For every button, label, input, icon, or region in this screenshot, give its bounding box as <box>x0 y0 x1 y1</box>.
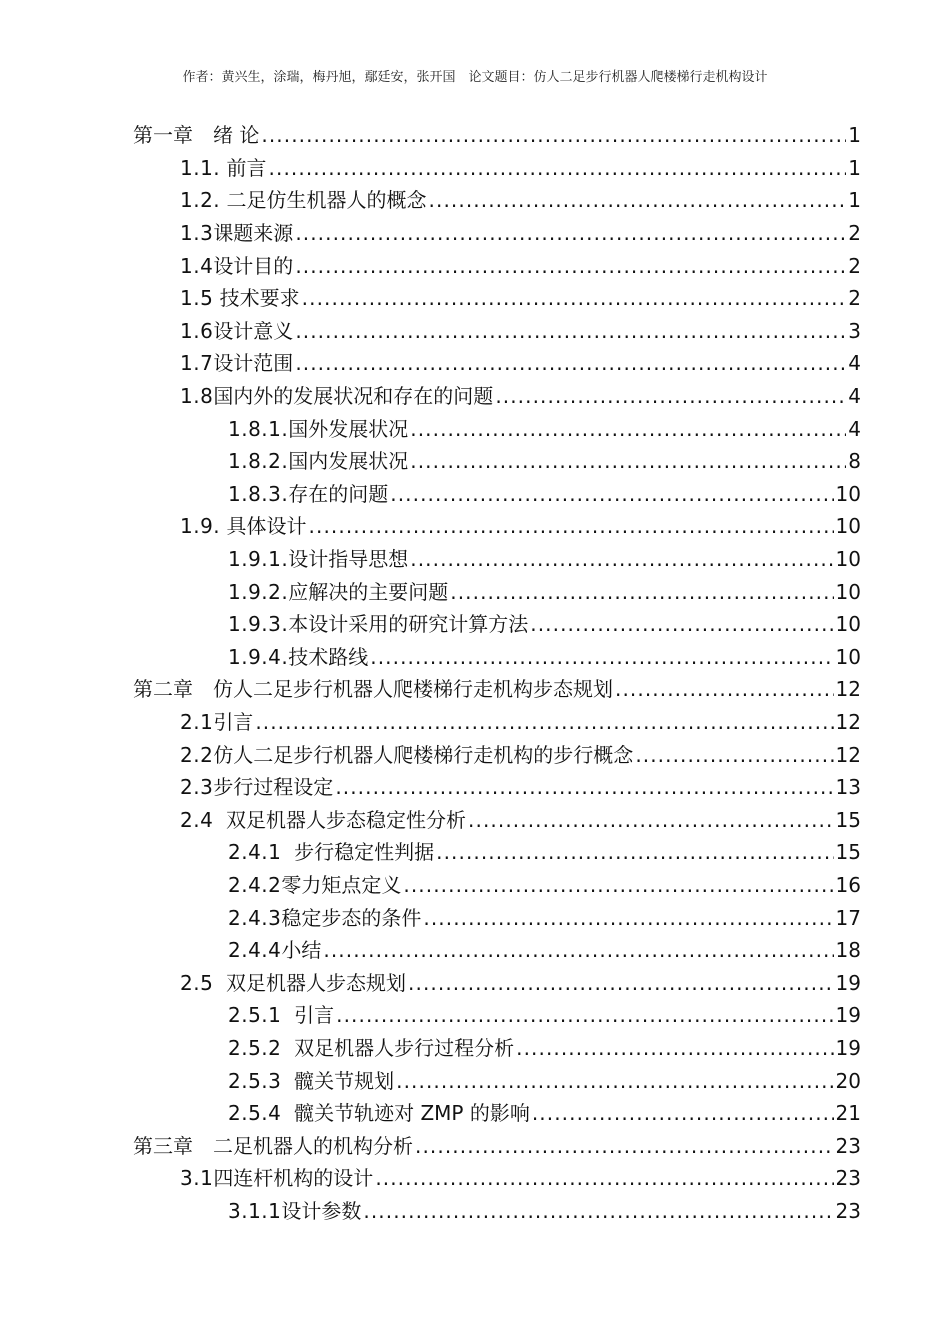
toc-dot-leader <box>410 449 846 473</box>
toc-entry-page-number: 10 <box>835 481 861 506</box>
toc-entry[interactable] <box>0 1032 950 1065</box>
toc-entry-number: 1.2. <box>180 188 221 213</box>
toc-entry-page-number: 18 <box>835 938 861 963</box>
toc-entry-heading <box>180 221 293 245</box>
toc-dot-leader <box>436 840 833 864</box>
toc-entry-page-number: 8 <box>848 449 861 474</box>
toc-entry-separator <box>281 1069 294 1093</box>
toc-entry-heading <box>180 514 307 538</box>
toc-dot-leader <box>532 1101 834 1125</box>
toc-entry-separator <box>193 123 213 147</box>
toc-entry-page-number: 10 <box>835 547 861 572</box>
toc-dot-leader <box>295 254 846 278</box>
toc-entry-separator <box>281 1003 294 1027</box>
toc-entry-heading <box>180 710 253 734</box>
toc-entry-page-number: 12 <box>835 742 861 767</box>
toc-dot-leader <box>635 743 833 767</box>
toc-entry-page-number: 1 <box>848 188 861 213</box>
toc-entry-title: 技术要求 <box>219 286 300 311</box>
toc-entry-heading <box>180 319 293 343</box>
toc-entry[interactable] <box>0 966 950 999</box>
toc-dot-leader <box>302 286 847 310</box>
toc-entry-heading <box>180 286 300 310</box>
toc-dot-leader <box>269 156 847 180</box>
toc-dot-leader <box>410 417 846 441</box>
toc-entry-heading <box>180 808 466 832</box>
toc-dot-leader <box>295 351 846 375</box>
toc-dot-leader <box>261 123 846 147</box>
toc-entry-title: 二足机器人的机构分析 <box>213 1133 413 1158</box>
toc-entry-number: 1.8 <box>180 384 214 409</box>
toc-entry-page-number: 23 <box>835 1166 861 1191</box>
toc-entry-number: 2.4.3 <box>228 905 282 930</box>
toc-entry-page-number: 16 <box>835 872 861 897</box>
toc-dot-leader <box>516 1036 833 1060</box>
toc-entry-title: 国内发展状况 <box>288 449 409 474</box>
toc-entry-heading <box>180 971 406 995</box>
toc-dot-leader <box>323 938 833 962</box>
toc-entry-page-number: 19 <box>835 1035 861 1060</box>
toc-entry-page-number: 12 <box>835 709 861 734</box>
toc-entry-number: 1.4 <box>180 253 214 278</box>
toc-entry-separator <box>193 677 213 701</box>
toc-entry-title: 稳定步态的条件 <box>281 905 422 930</box>
toc-entry-page-number: 10 <box>835 644 861 669</box>
toc-entry-title: 课题来源 <box>213 221 294 246</box>
toc-entry[interactable] <box>0 934 950 967</box>
toc-entry[interactable] <box>0 478 950 511</box>
running-header: 作者：黄兴生，涂瑞，梅丹旭，鄢廷安，张开国 论文题目：仿人二足步行机器人爬楼梯行走机构设计 <box>182 70 768 85</box>
toc-entry-heading <box>228 645 368 669</box>
toc-entry[interactable] <box>0 1162 950 1195</box>
toc-entry-number: 1.9.2. <box>228 579 289 604</box>
toc-entry[interactable] <box>0 347 950 380</box>
toc-entry-number: 2.5.4 <box>228 1101 282 1126</box>
toc-entry[interactable] <box>0 901 950 934</box>
toc-entry-page-number: 17 <box>835 905 861 930</box>
toc-entry-title: 国内外的发展状况和存在的问题 <box>213 384 494 409</box>
toc-entry-number: 1.5 <box>180 286 214 311</box>
toc-entry-number: 3.1 <box>180 1166 214 1191</box>
toc-entry-separator <box>281 840 294 864</box>
toc-entry-number: 2.5.1 <box>228 1003 282 1028</box>
toc-entry-title: 绪 论 <box>213 123 260 148</box>
toc-entry-number: 2.3 <box>180 775 214 800</box>
toc-dot-leader <box>468 808 834 832</box>
toc-entry-number: 第一章 <box>133 123 193 148</box>
toc-entry-title: 设计参数 <box>281 1198 362 1223</box>
toc-entry-heading <box>180 384 493 408</box>
toc-entry-title: 设计意义 <box>213 318 294 343</box>
toc-entry-separator <box>281 1101 294 1125</box>
toc-dot-leader <box>255 710 833 734</box>
toc-entry-heading <box>133 123 259 147</box>
toc-entry[interactable] <box>0 1097 950 1130</box>
toc-entry-heading <box>180 1166 373 1190</box>
toc-dot-leader <box>408 971 834 995</box>
toc-entry-title: 设计范围 <box>213 351 294 376</box>
toc-entry[interactable] <box>0 999 950 1032</box>
toc-entry-heading <box>133 1134 413 1158</box>
toc-entry-page-number: 19 <box>835 970 861 995</box>
toc-entry-page-number: 1 <box>848 123 861 148</box>
toc-entry-heading <box>228 1036 514 1060</box>
toc-entry-title: 设计目的 <box>213 253 294 278</box>
toc-entry-page-number: 21 <box>835 1101 861 1126</box>
toc-entry[interactable] <box>0 1129 950 1162</box>
toc-dot-leader <box>295 319 846 343</box>
toc-entry-heading <box>228 1199 361 1223</box>
toc-entry-title: 步行过程设定 <box>213 775 334 800</box>
toc-dot-leader <box>309 514 834 538</box>
toc-entry-page-number: 4 <box>848 351 861 376</box>
toc-entry-heading <box>180 351 293 375</box>
toc-entry-heading <box>228 417 408 441</box>
toc-entry-page-number: 23 <box>835 1198 861 1223</box>
toc-entry-heading <box>133 677 613 701</box>
toc-entry-number: 2.1 <box>180 709 214 734</box>
toc-entry-number: 3.1.1 <box>228 1198 282 1223</box>
toc-entry-title: 前言 <box>226 155 267 180</box>
toc-entry-title: 引言 <box>213 709 254 734</box>
toc-entry[interactable] <box>0 575 950 608</box>
toc-dot-leader <box>450 580 833 604</box>
toc-dot-leader <box>370 645 833 669</box>
toc-entry-number: 1.7 <box>180 351 214 376</box>
toc-entry-number: 1.9.4. <box>228 644 289 669</box>
toc-entry-page-number: 15 <box>835 840 861 865</box>
toc-entry-number: 1.1. <box>180 155 221 180</box>
toc-entry[interactable] <box>0 510 950 543</box>
toc-entry[interactable] <box>0 641 950 674</box>
toc-dot-leader <box>530 612 833 636</box>
toc-entry-heading <box>228 547 408 571</box>
toc-entry[interactable] <box>0 543 950 576</box>
toc-entry-number: 2.4.2 <box>228 872 282 897</box>
toc-entry-separator <box>213 971 226 995</box>
toc-dot-leader <box>295 221 846 245</box>
toc-entry-title: 双足机器人步态稳定性分析 <box>226 807 467 832</box>
toc-entry-title: 步行稳定性判据 <box>294 840 435 865</box>
toc-entry-number: 2.5.3 <box>228 1068 282 1093</box>
toc-entry-page-number: 15 <box>835 807 861 832</box>
toc-entry-page-number: 2 <box>848 221 861 246</box>
toc-entry-number: 1.6 <box>180 318 214 343</box>
toc-entry-title: 具体设计 <box>226 514 307 539</box>
toc-entry-title: 仿人二足步行机器人爬楼梯行走机构步态规划 <box>213 677 613 702</box>
toc-entry-heading <box>180 156 267 180</box>
toc-entry-title: 髋关节规划 <box>294 1068 395 1093</box>
toc-entry-title: 仿人二足步行机器人爬楼梯行走机构的步行概念 <box>213 742 634 767</box>
toc-entry[interactable] <box>0 412 950 445</box>
toc-dot-leader <box>410 547 833 571</box>
toc-dot-leader <box>423 906 833 930</box>
toc-entry[interactable] <box>0 1064 950 1097</box>
toc-entry-title: 本设计采用的研究计算方法 <box>288 612 529 637</box>
toc-entry-number: 1.9.1. <box>228 547 289 572</box>
toc-entry-number: 第三章 <box>133 1133 193 1158</box>
toc-entry[interactable] <box>0 803 950 836</box>
toc-entry-page-number: 2 <box>848 253 861 278</box>
toc-entry[interactable] <box>0 217 950 250</box>
toc-entry[interactable] <box>0 184 950 217</box>
toc-entry-page-number: 20 <box>835 1068 861 1093</box>
toc-entry[interactable] <box>0 673 950 706</box>
toc-entry-number: 1.3 <box>180 221 214 246</box>
toc-entry-page-number: 13 <box>835 775 861 800</box>
toc-entry[interactable] <box>0 119 950 152</box>
toc-entry-number: 2.2 <box>180 742 214 767</box>
toc-entry-heading <box>228 482 388 506</box>
toc-entry-number: 1.8.2. <box>228 449 289 474</box>
toc-entry-title: 引言 <box>294 1003 335 1028</box>
toc-entry-title: 技术路线 <box>288 644 369 669</box>
toc-entry-number: 2.4 <box>180 807 214 832</box>
toc-dot-leader <box>336 1003 833 1027</box>
toc-entry-heading <box>228 1069 394 1093</box>
toc-dot-leader <box>396 1069 833 1093</box>
toc-entry[interactable] <box>0 1195 950 1228</box>
toc-entry[interactable] <box>0 315 950 348</box>
toc-entry-page-number: 10 <box>835 612 861 637</box>
toc-entry-title: 小结 <box>281 938 322 963</box>
toc-entry[interactable] <box>0 380 950 413</box>
toc-entry[interactable] <box>0 249 950 282</box>
toc-entry-number: 2.4.1 <box>228 840 282 865</box>
toc-entry-title: 设计指导思想 <box>288 547 409 572</box>
toc-entry-page-number: 12 <box>835 677 861 702</box>
toc-entry[interactable] <box>0 282 950 315</box>
toc-entry-heading <box>228 580 448 604</box>
toc-dot-leader <box>390 482 833 506</box>
toc-entry-number: 1.9.3. <box>228 612 289 637</box>
toc-entry-title: 二足仿生机器人的概念 <box>226 188 427 213</box>
toc-entry-separator <box>281 1036 294 1060</box>
toc-entry[interactable] <box>0 152 950 185</box>
toc-entry[interactable] <box>0 445 950 478</box>
toc-entry-separator <box>193 1134 213 1158</box>
toc-entry-heading <box>228 840 434 864</box>
toc-dot-leader <box>375 1166 833 1190</box>
toc-entry-heading <box>228 938 321 962</box>
toc-entry-page-number: 10 <box>835 514 861 539</box>
toc-entry-title: 髋关节轨迹对 ZMP 的影响 <box>294 1101 530 1126</box>
toc-entry-page-number: 4 <box>848 384 861 409</box>
toc-entry-heading <box>180 188 427 212</box>
toc-entry-heading <box>228 1003 334 1027</box>
toc-entry-title: 存在的问题 <box>288 481 389 506</box>
toc-entry-heading <box>228 906 421 930</box>
toc-entry-heading <box>180 743 633 767</box>
toc-entry-heading <box>228 612 528 636</box>
toc-entry-separator <box>213 808 226 832</box>
toc-entry[interactable] <box>0 706 950 739</box>
toc-entry-number: 1.9. <box>180 514 221 539</box>
toc-entry-title: 双足机器人步态规划 <box>226 970 407 995</box>
toc-dot-leader <box>415 1134 834 1158</box>
toc-entry-number: 2.4.4 <box>228 938 282 963</box>
toc-entry-title: 国外发展状况 <box>288 416 409 441</box>
toc-entry-page-number: 2 <box>848 286 861 311</box>
toc-entry-page-number: 19 <box>835 1003 861 1028</box>
toc-entry-heading <box>180 254 293 278</box>
toc-entry-page-number: 1 <box>848 155 861 180</box>
toc-entry-title: 应解决的主要问题 <box>288 579 449 604</box>
toc-entry[interactable] <box>0 869 950 902</box>
toc-dot-leader <box>615 677 834 701</box>
toc-entry-title: 四连杆机构的设计 <box>213 1166 374 1191</box>
toc-entry[interactable] <box>0 608 950 641</box>
toc-entry-number: 1.8.3. <box>228 481 289 506</box>
toc-entry-page-number: 3 <box>848 318 861 343</box>
toc-entry-page-number: 23 <box>835 1133 861 1158</box>
toc-entry-number: 1.8.1. <box>228 416 289 441</box>
toc-entry-title: 双足机器人步行过程分析 <box>294 1035 515 1060</box>
toc-entry-heading <box>228 449 408 473</box>
toc-dot-leader <box>403 873 833 897</box>
toc-entry-heading <box>228 1101 530 1125</box>
toc-entry-page-number: 10 <box>835 579 861 604</box>
table-of-contents <box>0 119 950 1227</box>
toc-entry[interactable] <box>0 771 950 804</box>
toc-entry[interactable] <box>0 738 950 771</box>
toc-dot-leader <box>429 188 847 212</box>
toc-entry-heading <box>228 873 401 897</box>
toc-entry-number: 第二章 <box>133 677 193 702</box>
toc-entry-number: 2.5 <box>180 970 214 995</box>
toc-entry-number: 2.5.2 <box>228 1035 282 1060</box>
toc-entry-heading <box>180 775 333 799</box>
toc-entry-title: 零力矩点定义 <box>281 872 402 897</box>
toc-entry[interactable] <box>0 836 950 869</box>
toc-dot-leader <box>363 1199 833 1223</box>
toc-entry-page-number: 4 <box>848 416 861 441</box>
toc-dot-leader <box>335 775 833 799</box>
toc-dot-leader <box>495 384 846 408</box>
